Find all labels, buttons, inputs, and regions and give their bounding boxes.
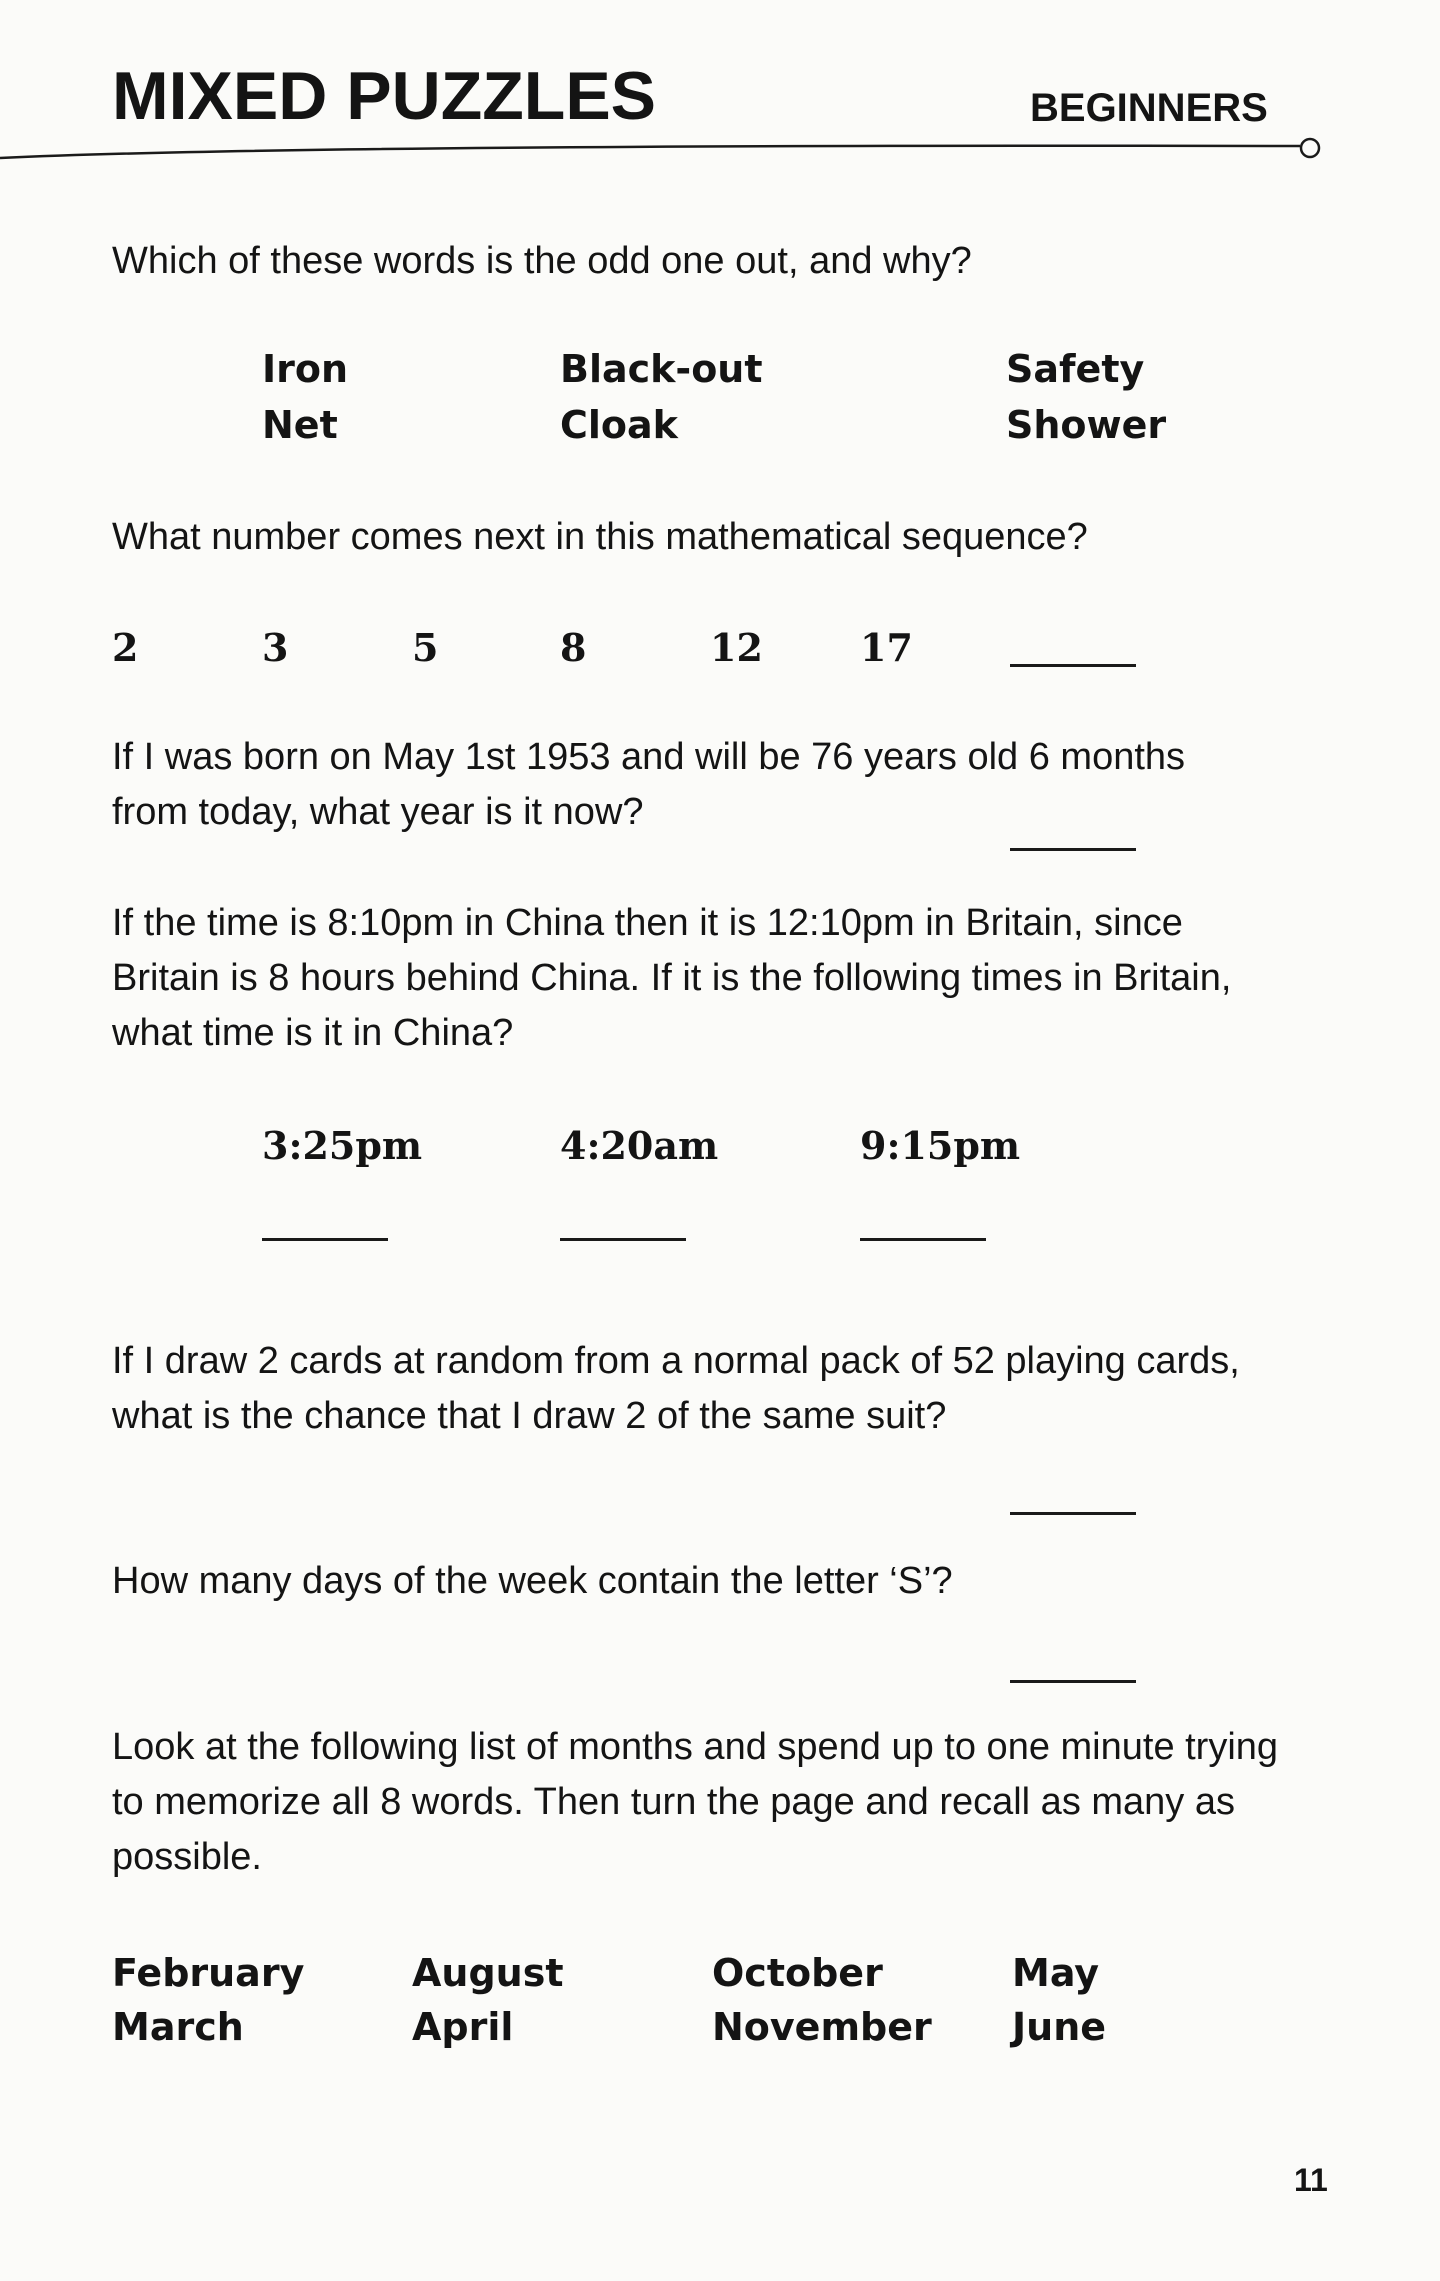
answer-blank[interactable]	[860, 1238, 986, 1241]
month-item: May	[1012, 1951, 1100, 1995]
month-item: June	[1012, 2005, 1107, 2049]
sequence-number: 12	[710, 625, 763, 670]
header-rule	[0, 134, 1340, 164]
word-item: Iron	[262, 347, 349, 391]
answer-blank[interactable]	[1010, 1680, 1136, 1683]
month-item: February	[112, 1951, 305, 1995]
word-item: Shower	[1006, 403, 1167, 447]
word-item: Safety	[1006, 347, 1145, 391]
timezone-question: If the time is 8:10pm in China then it is 12:10pm in Britain, since Britain is 8 hours behind China. If it is the following times in Britain, what time is it in China?	[112, 902, 1232, 1054]
month-item: April	[412, 2005, 514, 2049]
month-item: August	[412, 1951, 564, 1995]
sequence-number: 3	[262, 625, 289, 670]
sequence-number: 17	[860, 625, 913, 670]
sequence-question: What number comes next in this mathematical sequence?	[112, 516, 1088, 558]
memory-question: Look at the following list of months and spend up to one minute trying to memorize all 8 words. Then turn the page and recall as many as possible.	[112, 1726, 1279, 1878]
answer-blank[interactable]	[262, 1238, 388, 1241]
time-item: 3:25pm	[262, 1123, 423, 1168]
cards-question: If I draw 2 cards at random from a normal pack of 52 playing cards, what is the chance that I draw 2 of the same suit?	[112, 1340, 1240, 1437]
sequence-number: 5	[412, 625, 439, 670]
word-item: Cloak	[560, 403, 678, 447]
sequence-number: 8	[560, 625, 587, 670]
time-item: 9:15pm	[860, 1123, 1021, 1168]
time-item: 4:20am	[560, 1123, 719, 1168]
word-item: Net	[262, 403, 338, 447]
answer-blank[interactable]	[1010, 1512, 1136, 1515]
answer-blank[interactable]	[1010, 848, 1136, 851]
month-item: November	[712, 2005, 932, 2049]
page-title: MIXED PUZZLES	[112, 58, 657, 134]
days-question: How many days of the week contain the letter ‘S’?	[112, 1560, 953, 1602]
word-item: Black-out	[560, 347, 763, 391]
page-number: 11	[1294, 2162, 1328, 2198]
month-item: March	[112, 2005, 244, 2049]
level-label: BEGINNERS	[1030, 86, 1268, 130]
answer-blank[interactable]	[560, 1238, 686, 1241]
odd-one-out-question: Which of these words is the odd one out, and why?	[112, 240, 972, 282]
age-question: If I was born on May 1st 1953 and will be 76 years old 6 months from today, what year is it now?	[112, 736, 1186, 833]
answer-blank[interactable]	[1010, 664, 1136, 667]
sequence-number: 2	[112, 625, 139, 670]
month-item: October	[712, 1951, 883, 1995]
